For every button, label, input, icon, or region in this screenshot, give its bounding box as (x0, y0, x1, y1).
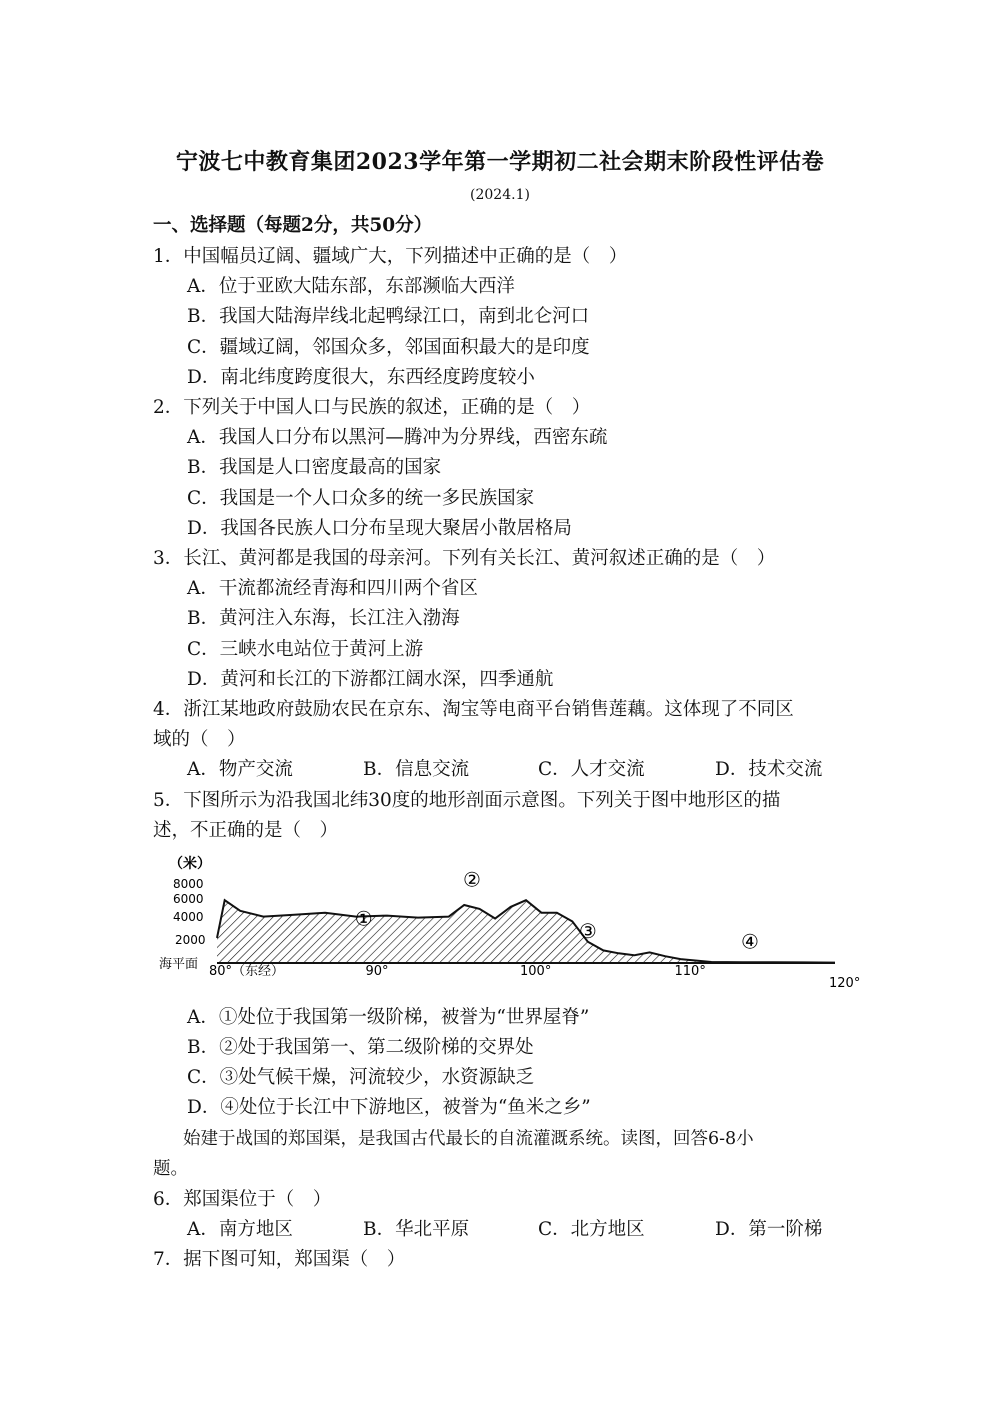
question-3-option-c: C．三峡水电站位于黄河上游 (187, 639, 424, 660)
question-4-option-b: B．信息交流 (363, 759, 470, 780)
exam-title: 宁波七中教育集团2023学年第一学期初二社会期末阶段性评估卷 (175, 149, 825, 175)
question-4-option-c: C．人才交流 (538, 759, 645, 780)
question-6-option-d: D．第一阶梯 (715, 1219, 823, 1240)
question-1-option-d: D．南北纬度跨度很大，东西经度跨度较小 (187, 367, 535, 388)
section-heading: 一、选择题（每题2分，共50分） (153, 215, 433, 236)
question-1-option-a: A．位于亚欧大陆东部，东部濒临大西洋 (187, 276, 515, 297)
question-4-stem-line1: 4．浙江某地政府鼓励农民在京东、淘宝等电商平台销售莲藕。这体现了不同区 (153, 699, 794, 720)
x-tick-label: 120° (829, 976, 861, 991)
terrain-profile-chart (155, 848, 861, 998)
question-1-option-c: C．疆域辽阔，邻国众多，邻国面积最大的是印度 (187, 337, 590, 358)
x-tick-label: 110° (674, 964, 706, 979)
terrain-annotation: ③ (578, 918, 597, 943)
question-2-option-d: D．我国各民族人口分布呈现大聚居小散居格局 (187, 518, 572, 539)
question-5-stem-line1: 5．下图所示为沿我国北纬30度的地形剖面示意图。下列关于图中地形区的描 (153, 790, 781, 811)
question-5-option-d: D．④处位于长江中下游地区，被誉为“鱼米之乡” (187, 1097, 591, 1118)
y-axis-unit-label: （米） (169, 856, 211, 872)
question-2-option-a: A．我国人口分布以黑河—腾冲为分界线，西密东疏 (187, 427, 608, 448)
question-3-option-d: D．黄河和长江的下游都江阔水深，四季通航 (187, 669, 554, 690)
question-3-option-b: B．黄河注入东海，长江注入渤海 (187, 608, 460, 629)
question-5-option-a: A．①处位于我国第一级阶梯，被誉为“世界屋脊” (187, 1007, 590, 1028)
exam-date: (2024.1) (470, 187, 530, 203)
question-6-option-c: C．北方地区 (538, 1219, 645, 1240)
question-4-option-d: D．技术交流 (715, 759, 823, 780)
question-6-option-a: A．南方地区 (187, 1219, 293, 1240)
question-4-option-a: A．物产交流 (187, 759, 293, 780)
question-4-stem-line2: 域的（ ） (153, 729, 246, 750)
question-1-option-b: B．我国大陆海岸线北起鸭绿江口，南到北仑河口 (187, 306, 590, 327)
question-3-stem: 3．长江、黄河都是我国的母亲河。下列有关长江、黄河叙述正确的是（ ） (153, 548, 776, 569)
y-tick-label: 2000 (175, 933, 206, 947)
terrain-annotation: ④ (741, 929, 759, 954)
passage-line-1: 始建于战国的郑国渠，是我国古代最长的自流灌溉系统。读图，回答6-8小 (183, 1129, 754, 1149)
terrain-annotation: ② (462, 867, 481, 892)
question-1-stem: 1．中国幅员辽阔、疆域广大，下列描述中正确的是（ ） (153, 246, 628, 267)
x-tick-label: 100° (520, 964, 552, 979)
question-5-stem-line2: 述，不正确的是（ ） (153, 820, 339, 841)
x-tick-label: 80°（东经） (209, 964, 285, 979)
question-3-option-a: A．干流都流经青海和四川两个省区 (187, 578, 478, 599)
sea-level-label: 海平面 (159, 957, 199, 972)
question-5-option-c: C．③处气候干燥，河流较少，水资源缺乏 (187, 1067, 535, 1088)
question-6-stem: 6．郑国渠位于（ ） (153, 1189, 332, 1210)
question-2-option-c: C．我国是一个人口众多的统一多民族国家 (187, 488, 535, 509)
y-tick-label: 6000 (173, 892, 204, 906)
question-2-stem: 2．下列关于中国人口与民族的叙述，正确的是（ ） (153, 397, 591, 418)
terrain-annotation: ① (354, 906, 373, 931)
x-axis-ticks (209, 964, 860, 991)
y-tick-label: 8000 (173, 877, 204, 891)
passage-line-2: 题。 (153, 1159, 188, 1179)
x-tick-label: 90° (365, 964, 389, 979)
question-7-stem: 7．据下图可知，郑国渠（ ） (153, 1249, 406, 1270)
question-6-option-b: B．华北平原 (363, 1219, 470, 1240)
question-2-option-b: B．我国是人口密度最高的国家 (187, 457, 442, 478)
question-5-option-b: B．②处于我国第一、第二级阶梯的交界处 (187, 1037, 534, 1058)
y-tick-label: 4000 (173, 910, 204, 924)
